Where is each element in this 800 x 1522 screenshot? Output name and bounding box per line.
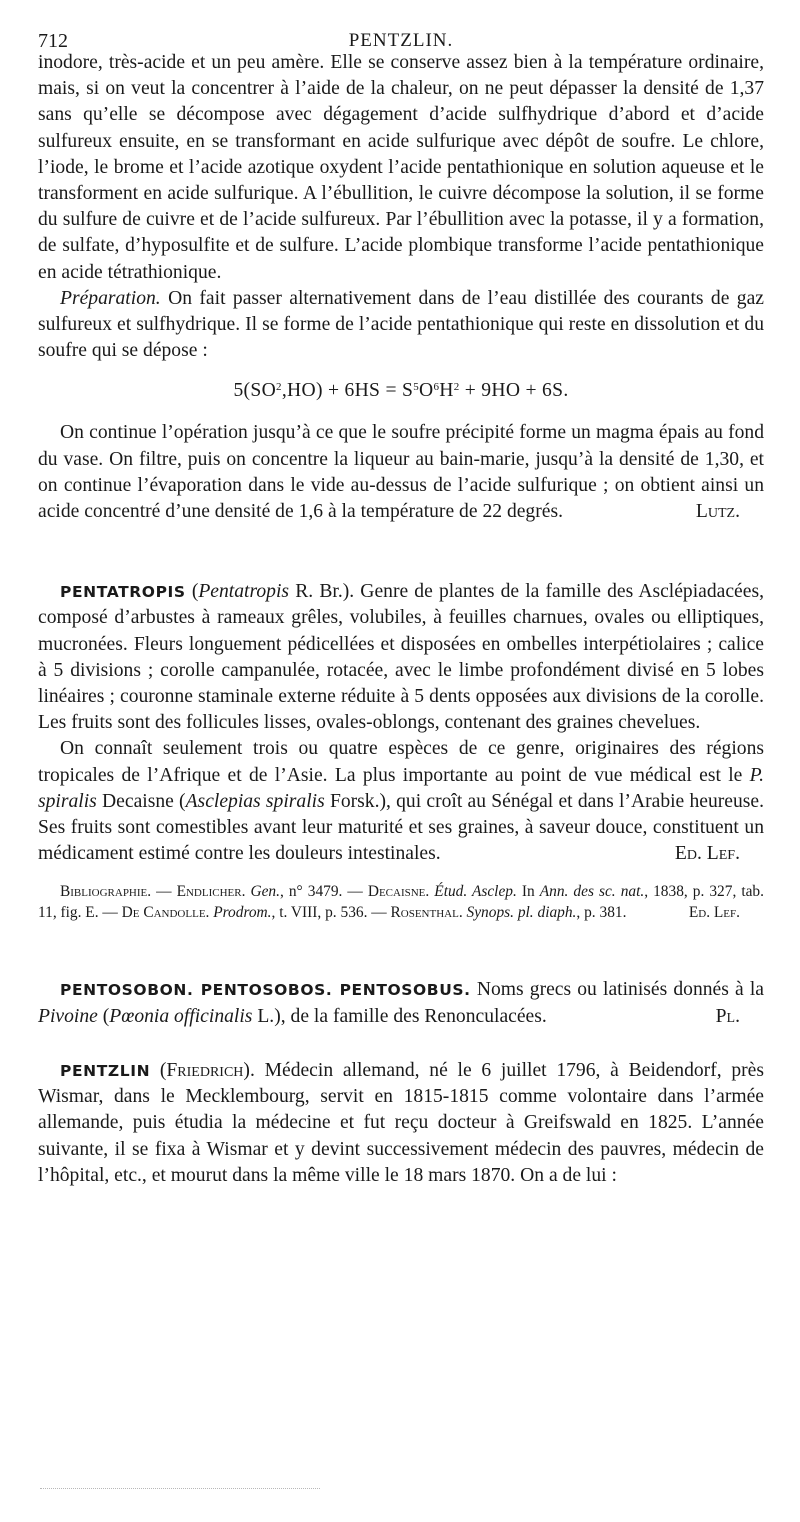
author-signature: Ed. Lef. [674,843,740,865]
page-number: 712 [38,30,68,52]
bibliography-signature: Ed. Lef. [688,904,740,922]
paragraph-preparation [38,286,764,365]
paragraph-properties: inodore, très-acide et un peu amère. Elle se conserve assez bien à la température ordinaire, mais, si on veut la concentrer à l’aide de la chaleur, on ne peut dépasser la densité de 1,37 sans qu’elle se décompose avec dégagement d’acide sulfhydrique d’abord et d’acide sulfureux ensuite, en se transformant en acide sulfurique avec dépôt de soufre. Le chlore, l’iode, le brome et l’acide azotique oxydent l’acide pentathionique en solution aqueuse et le transforment en acide sulfurique. A l’ébullition, le cuivre décompose la solution, il se forme du sulfure de cuivre et de l’acide sulfureux. Par l’ébullition avec la potasse, il y a formation, de sulfate, d’hyposulfite et de sulfure. L’acide plombique transforme l’acide pentathionique en acide tétrathionique. [38,52,764,283]
author-signature: Pl. [715,1005,740,1027]
preparation-label: Préparation. [60,287,161,309]
page-header [38,0,764,50]
entry-pentatropis [38,579,764,923]
paragraph-procedure: On continue l’opération jusqu’à ce que le soufre précipité forme un magma épais au fond du vase. On filtre, puis on concentre la liqueur au bain-marie, jusqu’à la densité de 1,30, et on continue l’évaporation dans le vide au-dessus de l’acide sulfurique ; on obtient ainsi un acide concentré d’une densité de 1,6 à la température de 22 degrés. Lutz. [38,420,764,525]
entry-pentathionique-continued [38,50,764,525]
paragraph-pentzlin: PENTZLIN (Friedrich). Médecin allemand, né le 6 juillet 1796, à Beidendorf, près Wismar, dans le Mecklembourg, servit en 1815-1815 comme volontaire dans l’armée allemande, puis étudia la médecine et fut reçu docteur à Greifswald en 1825. L’année suivante, il se fixa à Wismar et y devint successivement médecin des pauvres, médecin de l’hôpital, etc., et mourut dans la même ville le 18 mars 1870. On a de lui : [38,1059,764,1186]
author-signature: Lutz. [695,501,740,523]
bottom-divider [40,1488,320,1489]
entry-pentzlin [38,1058,764,1189]
headword: PENTOSOBON. PENTOSOBOS. PENTOSOBUS. [60,981,471,1000]
paragraph-pentosobon: PENTOSOBON. PENTOSOBOS. PENTOSOBUS. Noms grecs ou latinisés donnés à la Pivoine (Pœonia officinalis L.), de la famille des Renonculacées. Pl. [38,977,764,1029]
preparation-text: On fait passer alternativement dans de l’eau distillée des courants de gaz sulfureux et sulfhydrique. Il se forme de l’acide pentathionique qui reste en dissolution et du soufre qui se dépose : [38,287,764,362]
entry-pentosobon [38,977,764,1029]
bibliography: Bibliographie. — Endlicher. Gen., n° 3479. — Decaisne. Étud. Asclep. In Ann. des sc. nat., 1838, p. 327, tab. 11, fig. E. — De Candolle. Prodrom., t. VIII, p. 536. — Rosenthal. Synops. pl. diaph., p. 381. Ed. Lef. [38,883,764,922]
paragraph-pentatropis-species: On connaît seulement trois ou quatre espèces de ce genre, originaires des régions tropicales de l’Afrique et de l’Asie. La plus importante au point de vue médical est le P. spiralis Decaisne (Asclepias spiralis Forsk.), qui croît au Sénégal et dans l’Arabie heureuse. Ses fruits sont comestibles avant leur maturité et ses graines, à saveur douce, constituent un médicament estimé contre les douleurs intestinales. Ed. Lef. [38,736,764,867]
headword: PENTZLIN [60,1061,151,1080]
running-head: PENTZLIN. [348,30,454,51]
chemical-formula: $5(SO^2,HO) + 6HS = S^5O^6H^2 + 9HO + 6S$. [233,380,569,402]
headword: PENTATROPIS [60,583,186,602]
paragraph-pentatropis-description: PENTATROPIS (Pentatropis R. Br.). Genre de plantes de la famille des Asclépiadacées, composé d’arbustes à rameaux grêles, volubiles, à feuilles charnues, ovales ou elliptiques, mucronées. Fleurs longuement pédicellées et disposées en ombelles interpétiolaires ; calice à 5 divisions ; corolle campanulée, rotacée, avec le limbe profondément divisé en 5 lobes linéaires ; couronne staminale externe réduite à 5 dents opposées aux divisions de la corolle. Les fruits sont des follicules lisses, ovales-oblongs, contenant des graines chevelues. [38,581,764,734]
